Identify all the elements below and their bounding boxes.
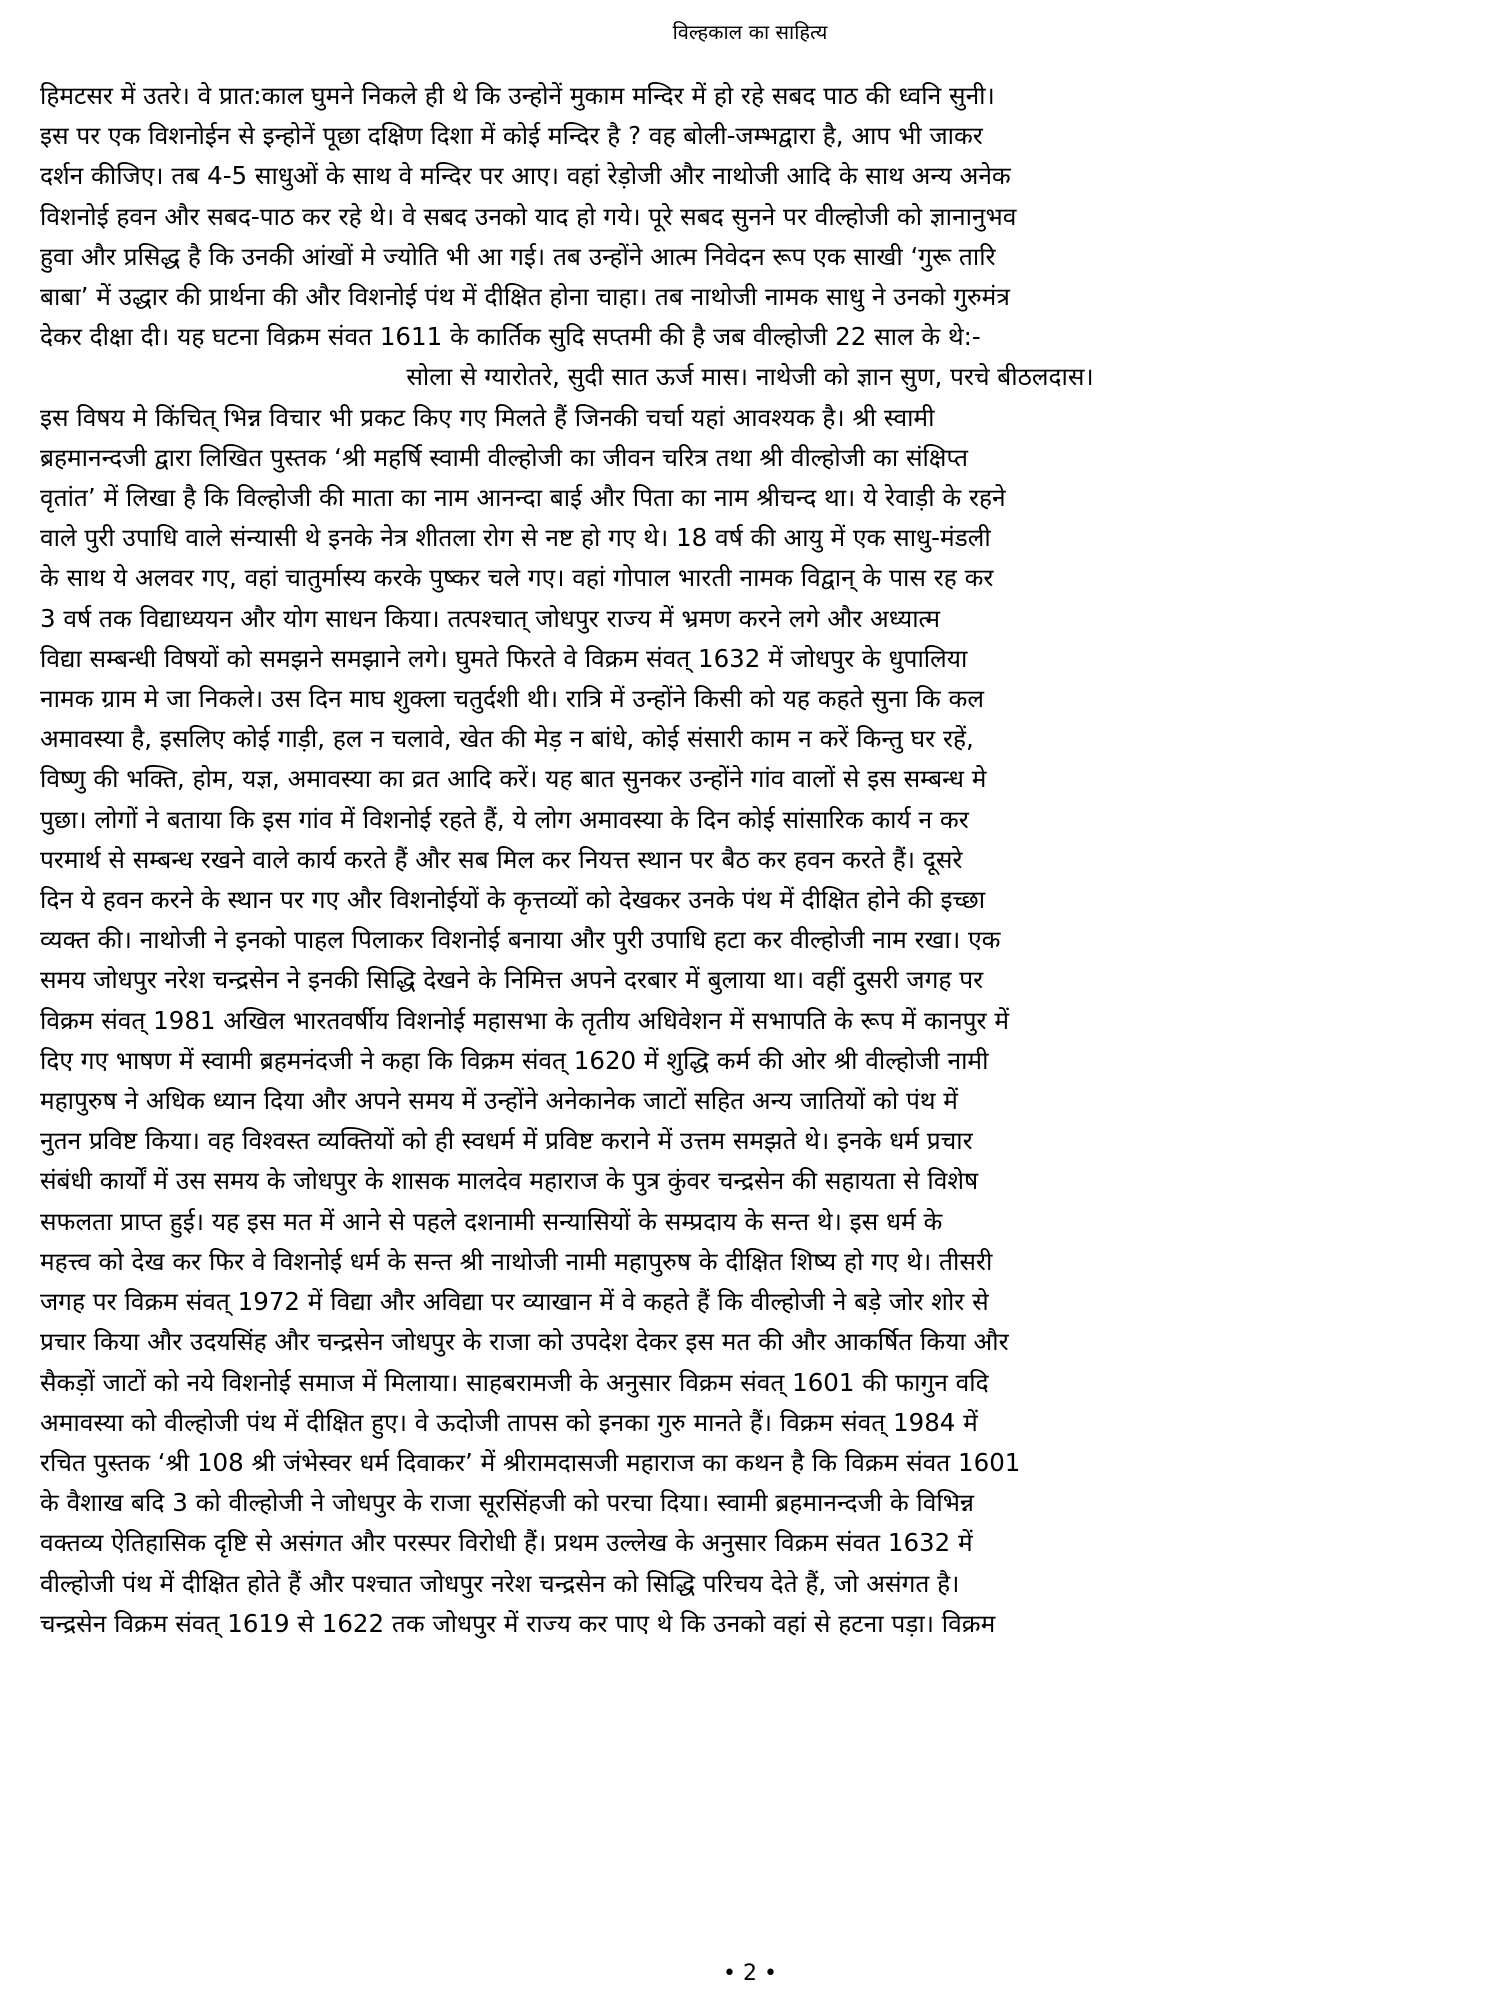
text-line: देकर दीक्षा दी। यह घटना विक्रम संवत 1611 के कार्तिक सुदि सप्तमी की है जब वील्होजी 22 साल के थे:- [40,322,981,352]
text-line: दिन ये हवन करने के स्थान पर गए और विशनोईयों के कृत्तव्यों को देखकर उनके पंथ में दीक्षित होने की इच्छा [40,885,986,915]
text-line: समय जोधपुर नरेश चन्द्रसेन ने इनकी सिद्धि देखने के निमित्त अपने दरबार में बुलाया था। वहीं दुसरी जगह पर [40,965,984,995]
text-line: बाबा’ में उद्धार की प्रार्थना की और विशनोई पंथ में दीक्षित होना चाहा। तब नाथोजी नामक साधु ने उनको गुरुमंत्र [40,282,1010,312]
text-line: इस विषय मे किंचित् भिन्न विचार भी प्रकट किए गए मिलते हैं जिनकी चर्चा यहां आवश्यक है। श्री स्वामी [40,402,935,432]
text-line: वक्तव्य ऐतिहासिक दृष्टि से असंगत और परस्पर विरोधी हैं। प्रथम उल्लेख के अनुसार विक्रम संवत 1632 में [40,1528,973,1558]
text-line: इस पर एक विशनोईन से इन्होनें पूछा दक्षिण दिशा में कोई मन्दिर है ? वह बोली-जम्भद्वारा है, आप भी जाकर [40,121,983,151]
text-line: महत्त्व को देख कर फिर वे विशनोई धर्म के सन्त श्री नाथोजी नामी महापुरुष के दीक्षित शिष्य हो गए थे। तीसरी [40,1246,993,1276]
text-line: चन्द्रसेन विक्रम संवत् 1619 से 1622 तक जोधपुर में राज्य कर पाए थे कि उनको वहां से हटना पड़ा। विक्रम [40,1608,996,1638]
page-number: • 2 • [723,1961,777,1986]
text-line: वील्होजी पंथ में दीक्षित होते हैं और पश्चात जोधपुर नरेश चन्द्रसेन को सिद्धि परिचय देते हैं, जो असंगत है। [40,1568,960,1598]
text-line: विक्रम संवत् 1981 अखिल भारतवर्षीय विशनोई महासभा के तृतीय अधिवेशन में सभापति के रूप में कानपुर में [40,1005,1009,1035]
text-line: सफलता प्राप्त हुई। यह इस मत में आने से पहले दशनामी सन्यासियों के सम्प्रदाय के सन्त थे। इस धर्म के [40,1206,943,1236]
text-line: विशनोई हवन और सबद-पाठ कर रहे थे। वे सबद उनको याद हो गये। पूरे सबद सुनने पर वील्होजी को ज्ञानानुभव [40,201,1017,231]
text-line: अमावस्या को वील्होजी पंथ में दीक्षित हुए। वे ऊदोजी तापस को इनका गुरु मानते हैं। विक्रम संवत् 1984 में [40,1407,978,1437]
text-line: हुवा और प्रसिद्ध है कि उनकी आंखों मे ज्योति भी आ गई। तब उन्होंने आत्म निवेदन रूप एक साखी ‘गुरू तारि [40,241,996,271]
body-text [40,76,1460,1644]
running-header: विल्हकाल का साहित्य [672,20,828,44]
text-line: परमार्थ से सम्बन्ध रखने वाले कार्य करते हैं और सब मिल कर नियत्त स्थान पर बैठ कर हवन करते हैं। दूसरे [40,844,963,874]
text-line: विष्णु की भक्ति, होम, यज्ञ, अमावस्या का व्रत आदि करें। यह बात सुनकर उन्होंने गांव वालों से इस सम्बन्ध मे [40,764,987,794]
text-line: के वैशाख बदि 3 को वील्होजी ने जोधपुर के राजा सूरसिंहजी को परचा दिया। स्वामी ब्रहमानन्दजी के विभिन्न [40,1488,974,1518]
text-line: वृतांत’ में लिखा है कि विल्होजी की माता का नाम आनन्दा बाई और पिता का नाम श्रीचन्द था। ये रेवाड़ी के रहने [40,483,1006,513]
text-line: के साथ ये अलवर गए, वहां चातुर्मास्य करके पुष्कर चले गए। वहां गोपाल भारती नामक विद्वान् के पास रह कर [40,563,994,593]
text-line: नुतन प्रविष्ट किया। वह विश्वस्त व्यक्तियों को ही स्वधर्म में प्रविष्ट कराने में उत्तम समझते थे। इनके धर्म प्रचार [40,1126,973,1156]
text-line: नामक ग्राम मे जा निकले। उस दिन माघ शुक्ला चतुर्दशी थी। रात्रि में उन्होंने किसी को यह कहते सुना कि कल [40,684,984,714]
text-line: प्रचार किया और उदयसिंह और चन्द्रसेन जोधपुर के राजा को उपदेश देकर इस मत की और आकर्षित किया और [40,1327,1009,1357]
text-line: हिमटसर में उतरे। वे प्रात:काल घुमने निकले ही थे कि उन्होनें मुकाम मन्दिर में हो रहे सबद पाठ की ध्वनि सुनी। [40,81,995,110]
text-line: व्यक्त की। नाथोजी ने इनको पाहल पिलाकर विशनोई बनाया और पुरी उपाधि हटा कर वील्होजी नाम रखा। एक [40,925,1001,955]
text-line: 3 वर्ष तक विद्याध्ययन और योग साधन किया। तत्पश्चात् जोधपुर राज्य में भ्रमण करने लगे और अध्यात्म [40,603,941,633]
text-line: अमावस्या है, इसलिए कोई गाड़ी, हल न चलावे, खेत की मेड़ न बांधे, कोई संसारी काम न करें किन्तु घर रहें, [40,724,974,754]
text-line: रचित पुस्तक ‘श्री 108 श्री जंभेस्वर धर्म दिवाकर’ में श्रीरामदासजी महाराज का कथन है कि विक्रम संवत 1601 [40,1447,1021,1477]
text-line: संबंधी कार्यों में उस समय के जोधपुर के शासक मालदेव महाराज के पुत्र कुंवर चन्द्रसेन की सहायता से विशेष [40,1166,979,1196]
text-line: दिए गए भाषण में स्वामी ब्रहमनंदजी ने कहा कि विक्रम संवत् 1620 में शुद्धि कर्म की ओर श्री वील्होजी नामी [40,1045,989,1075]
text-line: जगह पर विक्रम संवत् 1972 में विद्या और अविद्या पर व्याखान में वे कहते हैं कि वील्होजी ने बड़े जोर शोर से [40,1287,989,1317]
text-line: विद्या सम्बन्धी विषयों को समझने समझाने लगे। घुमते फिरते वे विक्रम संवत् 1632 में जोधपुर के धुपालिया [40,643,968,673]
text-line: महापुरुष ने अधिक ध्यान दिया और अपने समय में उन्होंने अनेकानेक जाटों सहित अन्य जातियों को पंथ में [40,1086,958,1116]
text-line: सैकड़ों जाटों को नये विशनोई समाज में मिलाया। साहबरामजी के अनुसार विक्रम संवत् 1601 की फागुन वदि [40,1367,989,1397]
text-line: पुछा। लोगों ने बताया कि इस गांव में विशनोई रहते हैं, ये लोग अमावस्या के दिन कोई सांसारिक कार्य न कर [40,804,969,834]
verse-line: सोला से ग्यारोतरे, सुदी सात ऊर्ज मास। नाथेजी को ज्ञान सुण, परचे बीठलदास। [406,362,1094,392]
text-line: दर्शन कीजिए। तब 4-5 साधुओं के साथ वे मन्दिर पर आए। वहां रेड़ोजी और नाथोजी आदि के साथ अन्य अनेक [40,161,1011,191]
text-line: ब्रहमानन्दजी द्वारा लिखित पुस्तक ‘श्री महर्षि स्वामी वील्होजी का जीवन चरित्र तथा श्री वील्होजी का संक्षिप्त [40,442,968,472]
text-line: वाले पुरी उपाधि वाले संन्यासी थे इनके नेत्र शीतला रोग से नष्ट हो गए थे। 18 वर्ष की आयु में एक साधु-मंडली [40,523,991,553]
